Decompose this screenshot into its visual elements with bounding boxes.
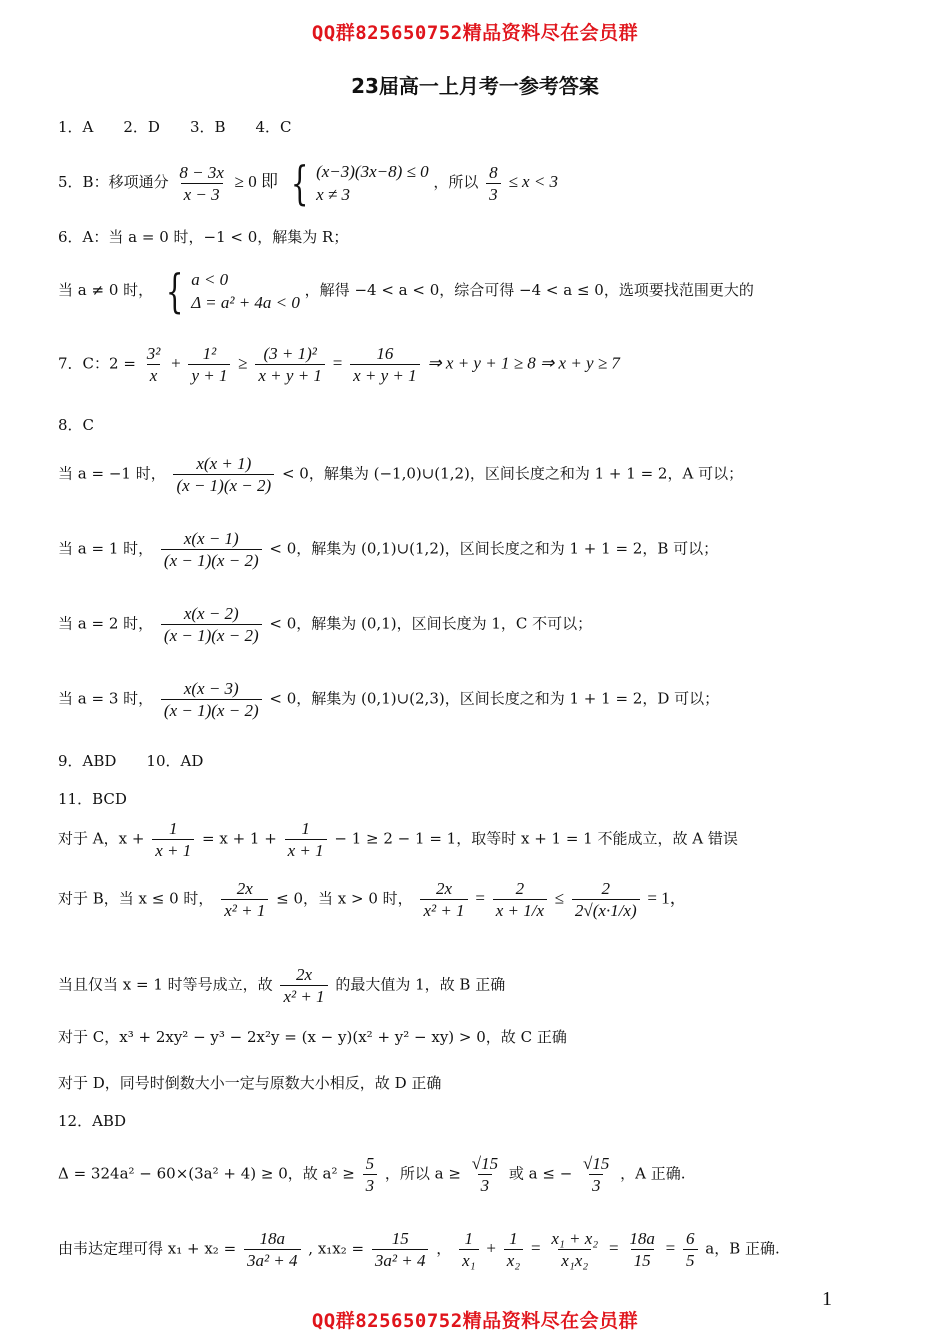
fraction: $\frac{18a}{15}$: [629, 1229, 655, 1270]
fraction: $\frac{1}{x + 1}$: [285, 820, 327, 859]
answer-6-line2: 当 a ≠ 0 时， { a < 0 Δ = a² + 4a < 0 ，解得 −4 < a < 0，综合可得 −4 < a ≤ 0，选项要找范围更大的: [58, 264, 754, 318]
fraction: $\frac{18a}{\text{3a² + 4}}$: [244, 1230, 301, 1269]
fraction: $\frac{16}{x + y + 1}$: [350, 345, 420, 384]
fraction: $\frac{2x}{\text{x² + 1}}$: [221, 880, 268, 919]
answer-12: 12．ABD: [58, 1112, 126, 1130]
answer-11-option-d: 对于 D，同号时倒数大小一定与原数大小相反，故 D 正确: [58, 1074, 442, 1092]
case-a-3: 当 a = 3 时， $\frac{x(x - 3)}{(x - 1)(x - 2)}$ < 0，解集为 (0,1)∪(2,3)，区间长度之和为 1 + 1 = 2，D 可以；: [58, 679, 720, 720]
fraction: $\frac{√15}{3}$: [583, 1154, 610, 1195]
fraction: $\frac{8}{3}$: [486, 164, 501, 203]
answer-12-vieta: 由韦达定理可得 x₁ + x₂ = $\frac{18a}{\text{3a² + 4}}$ , x₁x₂ = $\frac{15}{\text{3a² + 4}}$ ， $\frac{1}{\text{x₁}}$ + $\frac{1}{\text{x₂}}$ = $\frac{\text{x₁ + x₂}}{\text{x₁x₂}}$ = $\frac{18a}{15}$ = $\frac{6}{5}$ a，B 正确.: [58, 1229, 780, 1270]
fraction: $\frac{x(x + 1)}{(x - 1)(x - 2)}$: [173, 455, 274, 494]
case-a-1: 当 a = 1 时， $\frac{x(x - 1)}{(x - 1)(x - 2)}$ < 0，解集为 (0,1)∪(1,2)，区间长度之和为 1 + 1 = 2，B 可以；: [58, 529, 719, 570]
answer-11: 11．BCD: [58, 790, 127, 808]
answers-9-10: 9．ABD 10．AD: [58, 752, 204, 770]
fraction: $\frac{1}{\text{x₁}}$: [459, 1230, 478, 1269]
fraction: $\frac{\text{(3 + 1)²}}{x + y + 1}$: [255, 345, 325, 384]
fraction: $\frac{\text{1²}}{y + 1}$: [188, 345, 230, 384]
fraction: $\frac{1}{\text{x₂}}$: [504, 1230, 523, 1269]
fraction: $\frac{6}{5}$: [683, 1230, 698, 1269]
case-a-neg1: 当 a = −1 时， $\frac{x(x + 1)}{(x - 1)(x - 2)}$ < 0，解集为 (−1,0)∪(1,2)，区间长度之和为 1 + 1 = 2，A 可以；: [58, 454, 744, 495]
answer-11-option-c: 对于 C，x³ + 2xy² − y³ − 2x²y = (x − y)(x² + y² − xy) > 0，故 C 正确: [58, 1028, 567, 1046]
answers-1-4: 1．A 2．D 3．B 4．C: [58, 118, 292, 136]
inequality-system: { a < 0 Δ = a² + 4a < 0: [165, 264, 300, 318]
fraction: $\frac{1}{x + 1}$: [152, 820, 194, 859]
answer-11-option-a: 对于 A，x + $\frac{1}{x + 1}$ = x + 1 + $\frac{1}{x + 1}$ − 1 ≥ 2 − 1 = 1，取等时 x + 1 = 1 不能成立，故 A 错误: [58, 819, 738, 860]
fraction: $\frac{2x}{\text{x² + 1}}$: [280, 966, 327, 1005]
fraction: $\frac{2}{2√(x\cdot 1/x)}$: [572, 880, 640, 919]
fraction: $\frac{8 - 3x}{x - 3}$: [179, 162, 224, 204]
fraction: $\frac{2x}{\text{x² + 1}}$: [420, 880, 467, 919]
answer-8: 8．C: [58, 416, 95, 434]
bottom-watermark-banner: QQ群825650752精品资料尽在会员群: [311, 1310, 639, 1332]
top-watermark-banner: QQ群825650752精品资料尽在会员群: [311, 22, 639, 44]
fraction: $\frac{x(x - 2)}{(x - 1)(x - 2)}$: [161, 605, 262, 644]
answer-11-option-b-cont: 当且仅当 x = 1 时等号成立，故 $\frac{2x}{\text{x² + 1}}$ 的最大值为 1，故 B 正确: [58, 965, 506, 1006]
fraction: $\frac{15}{\text{3a² + 4}}$: [372, 1230, 429, 1269]
answer-7: 7．C：2 = $\frac{\text{3²}}{x}$ + $\frac{\text{1²}}{y + 1}$ ≥ $\frac{\text{(3 + 1)²}}{x + y + 1}$ = $\frac{16}{x + y + 1}$ ⇒ x + y + 1 ≥ 8 ⇒ x + y ≥ 7: [58, 344, 620, 385]
fraction: $\frac{2}{x + 1/x}$: [493, 880, 547, 919]
page-title: 23届高一上月考一参考答案: [351, 74, 599, 98]
answer-6-line1: 6．A：当 a = 0 时，−1 < 0，解集为 R；: [58, 228, 349, 246]
answer-5: 5．B：移项通分 $\frac{8 - 3x}{x - 3}$ ≥ 0 即 { (x−3)(3x−8) ≤ 0 x ≠ 3 ，所以 $\frac{8}{3}$ ≤ x < 3: [58, 156, 559, 210]
inequality-system: { (x−3)(3x−8) ≤ 0 x ≠ 3: [290, 156, 429, 210]
fraction: $\frac{x(x - 1)}{(x - 1)(x - 2)}$: [161, 530, 262, 569]
fraction: $\frac{√15}{3}$: [471, 1154, 499, 1195]
fraction: $\frac{5}{3}$: [363, 1155, 378, 1194]
answer-11-option-b: 对于 B，当 x ≤ 0 时， $\frac{2x}{\text{x² + 1}}$ ≤ 0，当 x > 0 时， $\frac{2x}{\text{x² + 1}}$ = $\frac{2}{x + 1/x}$ ≤ $\frac{2}{2√(x\cdot 1/x)}$ = 1，: [58, 879, 687, 920]
fraction: $\frac{\text{3²}}{x}$: [146, 344, 161, 385]
case-a-2: 当 a = 2 时， $\frac{x(x - 2)}{(x - 1)(x - 2)}$ < 0，解集为 (0,1)，区间长度为 1，C 不可以；: [58, 604, 593, 645]
page-number: 1: [822, 1288, 832, 1310]
answer-12-discriminant: Δ = 324a² − 60×(3a² + 4) ≥ 0，故 a² ≥ $\frac{5}{3}$ ，所以 a ≥ $\frac{√15}{3}$ 或 a ≤ − $\frac{√15}{3}$ ，A 正确.: [58, 1154, 686, 1195]
fraction: $\frac{x(x - 3)}{(x - 1)(x - 2)}$: [161, 680, 262, 719]
fraction: $\frac{\text{x₁ + x₂}}{\text{x₁x₂}}$: [551, 1229, 599, 1270]
